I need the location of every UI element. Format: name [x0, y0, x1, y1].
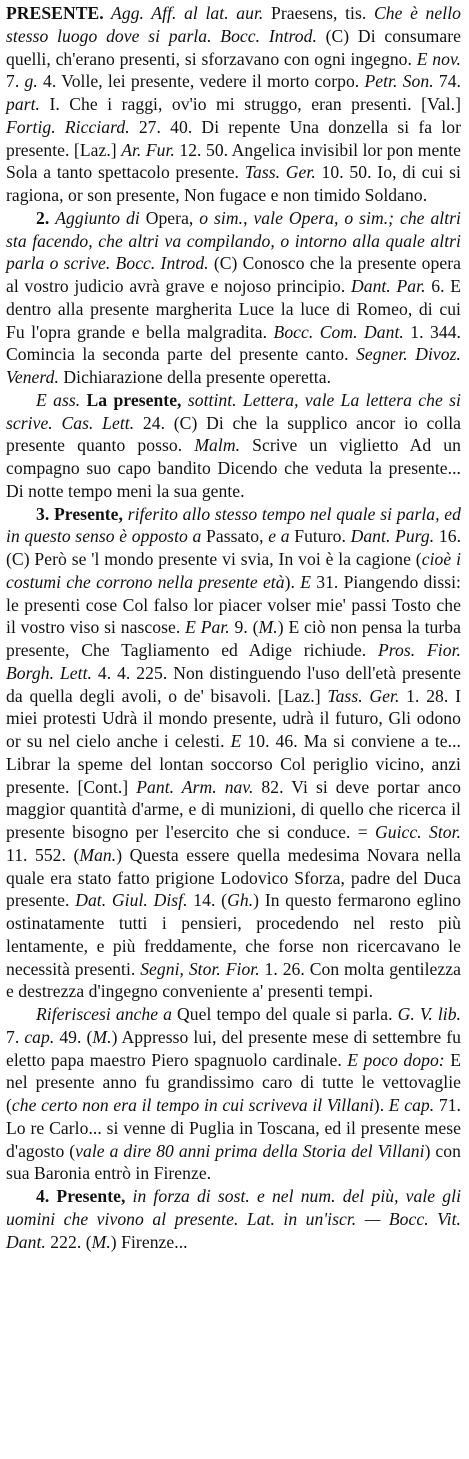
italic-run: Dat. Giul. Disf. [75, 890, 188, 911]
entry-paragraph-sense-4-sostantivo [6, 1185, 461, 1253]
text-run: ) In questo fermarono eglino ostinatamente tutti i pensieri, procedendo nel resto più lentamente, e più freddamente, che forse non ricercavano le necessità presenti. [6, 890, 461, 979]
italic-run: Dant. Purg. [350, 526, 435, 547]
text-run: 6. E dentro alla presente margherita Luce la luce di Romeo, di cui Fu l'opra grande e bella malgradita. [6, 276, 461, 342]
text-run: , [243, 207, 254, 228]
bold-run: La presente, [80, 389, 188, 410]
italic-run: o sim. [199, 207, 244, 228]
text-run: 4. Volle, lei presente, vedere il morto corpo. [37, 71, 365, 92]
text-run: ) Appresso lui, del presente mese di settembre fu eletto papa maestro Piero spagnuolo cardinale. [6, 1026, 461, 1070]
text-run: 31. Piangendo dissi: le presenti cose Col falso lor piacer volser mie' passi Tosto che il vostro viso si nascose. [6, 571, 462, 638]
text-run: I. Che i raggi, ov'io mi struggo, eran presenti. [Val.] [39, 94, 461, 114]
text-run: Praesens, tis. [263, 3, 374, 23]
text-run: 1. 28. I miei protesti Udrà il mondo presente, udrà il futuro, Gli odono or su nel cielo anche i celesti. [6, 685, 461, 751]
text-run: 9. ( [229, 617, 259, 638]
italic-run: vale a dire 80 anni prima della Storia del Villani [75, 1140, 425, 1161]
text-run: 7. [6, 71, 25, 92]
text-run: Scrive un viglietto Ad un compagno suo capo bandito Dicendo che veduta la presente... Di notte tempo meni la sua gente. [6, 435, 461, 501]
italic-run: E cap. [388, 1095, 435, 1115]
italic-run: M. [92, 1026, 112, 1047]
italic-run: E ass. [36, 389, 81, 410]
text-run: 14. ( [187, 890, 228, 911]
text-run: ) E ciò non pensa la turba presente, Che Tagliamento ed Adige richiude. [6, 617, 461, 660]
italic-run: Agg. Aff. al lat. aur. [103, 3, 264, 23]
italic-run: in forza di sost. e nel num. del più, vale gli uomini che vivono al presente. Lat. in un'iscr. — Bocc. Vit. Dant. [6, 1186, 462, 1252]
italic-run: Tass. Ger. [244, 162, 316, 183]
italic-run: Riferiscesi anche a [36, 1004, 172, 1024]
italic-run: riferito allo stesso tempo nel quale si parla, ed in questo senso è opposto a [6, 503, 461, 547]
text-run: Passato, [201, 526, 269, 547]
italic-run: Che è nello stesso luogo dove si parla. Bocc. Introd. [6, 3, 461, 46]
entry-paragraph-sense-3-riferiscesi [6, 1003, 461, 1185]
italic-run: Gh. [227, 890, 254, 911]
italic-run: E poco dopo: [347, 1049, 445, 1070]
italic-run: Dant. Par. [350, 276, 426, 296]
italic-run: Segner. Divoz. Venerd. [6, 344, 461, 387]
text-run: 16. (C) Però se 'l mondo presente vi svia, In voi è la cagione ( [6, 526, 462, 569]
text-run: Futuro. [289, 526, 351, 547]
bold-run: PRESENTE. [6, 3, 104, 23]
text-run: 24. (C) Di che la supplico ancor io colla presente quanto posso. [6, 412, 461, 456]
bold-run: 3. Presente, [36, 503, 128, 524]
text-run: 1. 344. Comincia la seconda parte del presente canto. [6, 321, 461, 365]
text-run: Opera, [139, 207, 200, 228]
text-run: 71. Lo re Carlo... si venne di Puglia in Toscana, ed il presente mese d'agosto ( [6, 1095, 461, 1161]
italic-run: Pros. Fior. Borgh. Lett. [6, 640, 461, 683]
italic-run: cap. [24, 1026, 55, 1047]
italic-run: Pant. Arm. nav. [136, 776, 254, 797]
italic-run: che certo non era il tempo in cui scriveva il Villani [11, 1095, 374, 1115]
italic-run: Tass. Ger. [327, 685, 400, 706]
italic-run: Ar. Fur. [121, 139, 175, 160]
text-run: ). [373, 1095, 389, 1115]
text-run: ) Questa essere quella medesima Novara nella quale era stato fatto prigione Lodovico Sforza, padre del Duca presente. [6, 844, 461, 911]
italic-run: vale Opera, o sim.; che altri sta facendo, che altri va compilando, o intorno alla quale altri parla o scrive. Bocc. Introd. [6, 207, 461, 274]
text-run: (C) Conosco che la presente opera al vostro judicio avrà grave e nojoso principio. [6, 253, 462, 296]
italic-run: Malm. [194, 435, 241, 456]
text-run: 27. 40. Di repente Una donzella si fa lor presente. [Laz.] [6, 116, 461, 160]
italic-run: Aggiunto di [55, 207, 140, 228]
bold-run: 4. Presente, [36, 1186, 133, 1206]
italic-run: g. [24, 71, 38, 92]
italic-run: G. V. lib. [397, 1004, 462, 1024]
italic-run: E [230, 731, 242, 751]
entry-paragraph-sense-3-tempo [6, 503, 461, 1004]
text-run: 10. 46. Ma si conviene a te... Librar la speme del lontan soccorso Col periglio vicino, anzi presente. [Cont.] [6, 731, 462, 797]
entry-paragraph-sense-1-adjective [6, 2, 461, 207]
text-run: E nel presente anno fu grandissimo caro di tutte le vettovaglie ( [6, 1049, 461, 1115]
italic-run: Segni, Stor. Fior. [140, 958, 260, 979]
italic-run: Petr. Son. [364, 71, 434, 92]
text-run: 12. 50. Angelica invisibil lor pon mente Sola a tanto spettacolo presente. [6, 139, 461, 183]
italic-run: E [300, 571, 311, 592]
italic-run: Bocc. Com. Dant. [273, 321, 404, 342]
text-run: 4. 4. 225. Non distinguendo l'uso dell'età presente da quella degli avoli, o de' bisavoli. [Laz.] [6, 662, 461, 706]
text-run: Quel tempo del quale si parla. [172, 1004, 398, 1024]
italic-run: E Par. [185, 617, 230, 638]
italic-run: e a [268, 526, 290, 547]
bold-run: 2. [36, 207, 56, 228]
italic-run: M. [258, 617, 278, 638]
entry-paragraph-sense-2-opera [6, 207, 461, 389]
text-run: 49. ( [54, 1026, 93, 1047]
text-run: 11. 552. ( [6, 844, 80, 865]
text-run: 82. Vi si deve portar anco maggior quantità d'arme, e di munizioni, di quello che ricerca il presente bisogno per l'esercito che si conduce. = [6, 776, 461, 842]
italic-run: M. [91, 1231, 111, 1252]
dictionary-entry-presente [6, 2, 461, 1253]
text-run: (C) Di consumare quelli, ch'erano presenti, si sforzavano con ogni ingegno. [6, 25, 461, 69]
text-run: 7. [6, 1026, 25, 1047]
text-run: ). [284, 571, 301, 592]
italic-run: Guicc. Stor. [374, 822, 461, 842]
entry-paragraph-sense-2-lettera [6, 389, 461, 503]
text-run: 10. 50. Io, di cui si ragiona, or son presente, Non fugace e non timido Soldano. [6, 162, 461, 205]
italic-run: part. [6, 94, 40, 114]
text-run: 1. 26. Con molta gentilezza e destrezza d'ingegno conveniente a' presenti tempi. [6, 958, 461, 1002]
italic-run: Man. [79, 844, 117, 865]
italic-run: sottint. Lettera, vale La lettera che si scrive. Cas. Lett. [6, 389, 461, 433]
text-run: ) con sua Baronia entrò in Firenze. [6, 1140, 461, 1184]
text-run: ) Firenze... [110, 1231, 188, 1252]
text-run: Dichiarazione della presente operetta. [58, 367, 332, 387]
text-run: 74. [433, 71, 461, 92]
italic-run: Fortig. Ricciard. [6, 116, 130, 137]
italic-run: E nov. [416, 48, 461, 69]
italic-run: cioè i costumi che corrono nella presente età [6, 549, 462, 592]
text-run: 222. ( [45, 1231, 92, 1252]
